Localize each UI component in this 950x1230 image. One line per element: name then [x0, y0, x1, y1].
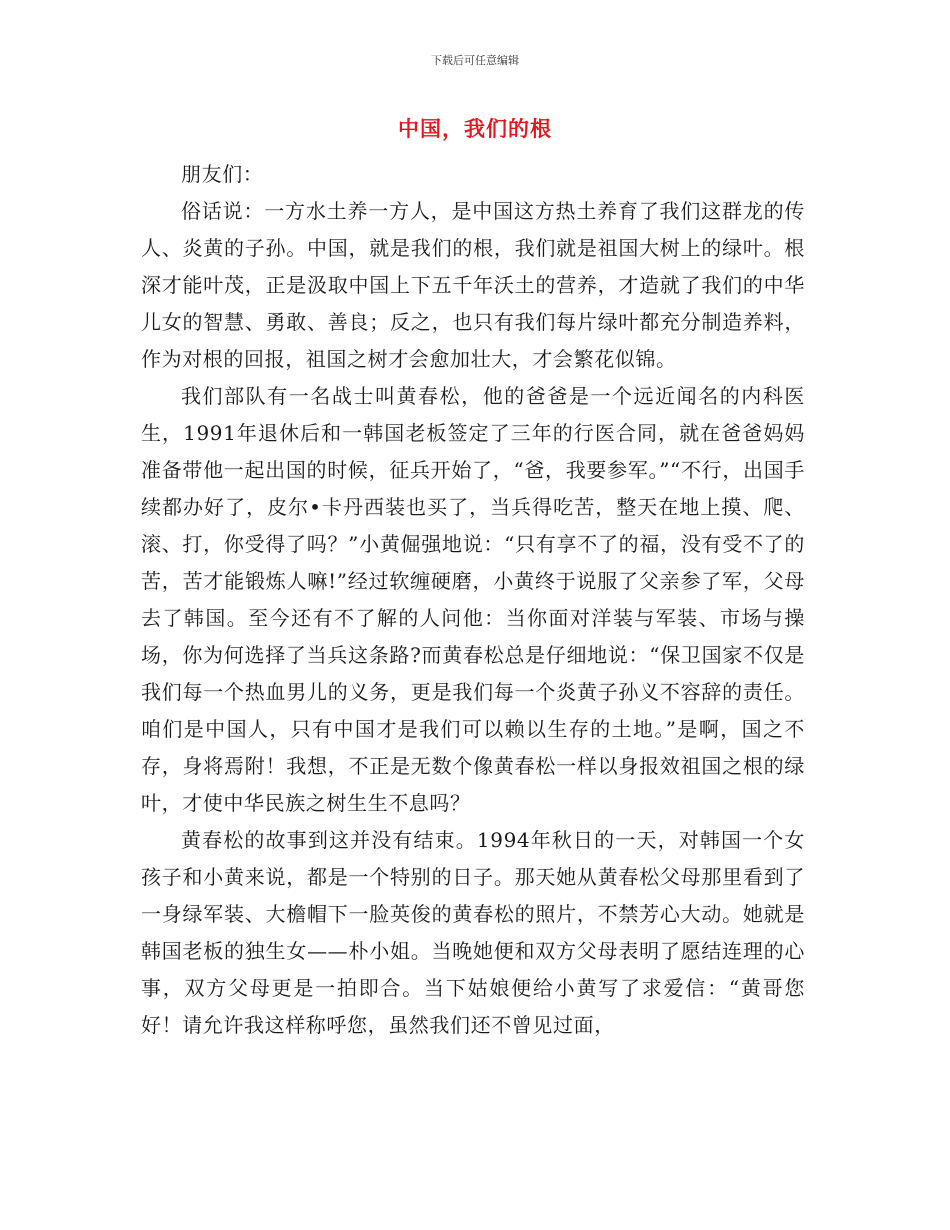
body-paragraph: 黄春松的故事到这并没有结束。1994年秋日的一天，对韩国一个女孩子和小黄来说，都是一个特别的日子。那天她从黄春松父母那里看到了一身绿军装、大檐帽下一脸英俊的黄春松的照片，不禁芳心大动。她就是韩国老板的独生女——朴小姐。当晚她便和双方父母表明了愿结连理的心事，双方父母更是一拍即合。当下姑娘便给小黄写了求爱信：“黄哥您好！请允许我这样称呼您，虽然我们还不曾见过面，: [141, 828, 805, 1037]
document-title: 中国，我们的根: [398, 116, 552, 141]
salutation-paragraph: 朋友们：: [181, 162, 264, 186]
document-body: [141, 156, 805, 1044]
body-paragraph: 俗话说：一方水土养一方人，是中国这方热土养育了我们这群龙的传人、炎黄的子孙。中国，就是我们的根，我们就是祖国大树上的绿叶。根深才能叶茂，正是汲取中国上下五千年沃土的营养，才造就了我们的中华儿女的智慧、勇敢、善良；反之，也只有我们每片绿叶都充分制造养料，作为对根的回报，祖国之树才会愈加壮大，才会繁花似锦。: [141, 199, 805, 371]
page-header-note: 下载后可任意编辑: [431, 54, 519, 67]
body-paragraph: 我们部队有一名战士叫黄春松，他的爸爸是一个远近闻名的内科医生，1991年退休后和一韩国老板签定了三年的行医合同，就在爸爸妈妈准备带他一起出国的时候，征兵开始了，“爸，我要参军。”“不行，出国手续都办好了，皮尔•卡丹西装也买了，当兵得吃苦，整天在地上摸、爬、滚、打，你受得了吗？”小黄倔强地说：“只有享不了的福，没有受不了的苦，苦才能锻炼人嘛!”经过软缠硬磨，小黄终于说服了父亲参了军，父母去了韩国。至今还有不了解的人问他：当你面对洋装与军装、市场与操场，你为何选择了当兵这条路?而黄春松总是仔细地说：“保卫国家不仅是我们每一个热血男儿的义务，更是我们每一个炎黄子孙义不容辞的责任。咱们是中国人，只有中国才是我们可以赖以生存的土地。”是啊，国之不存，身将焉附！我想，不正是无数个像黄春松一样以身报效祖国之根的绿叶，才使中华民族之树生生不息吗？: [141, 384, 805, 815]
